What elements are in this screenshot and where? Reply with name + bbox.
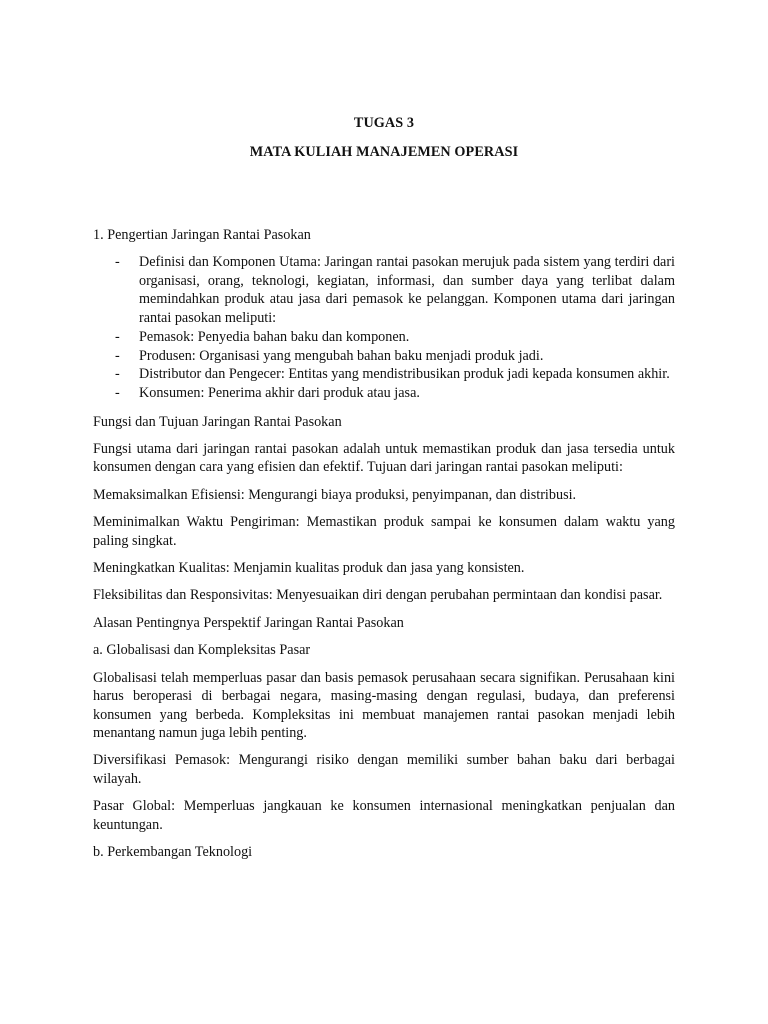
subheading-functions: Fungsi dan Tujuan Jaringan Rantai Pasokan — [93, 413, 342, 430]
document-subtitle: MATA KULIAH MANAJEMEN OPERASI — [249, 144, 519, 160]
list-item — [93, 365, 675, 384]
paragraph: Fleksibilitas dan Responsivitas: Menyesuaikan diri dengan perubahan permintaan dan kondisi pasar. — [93, 587, 663, 604]
list-item — [93, 384, 675, 403]
document-body — [93, 226, 675, 870]
dash-bullet: - — [115, 254, 120, 270]
paragraph: Meningkatkan Kualitas: Menjamin kualitas produk dan jasa yang konsisten. — [93, 560, 525, 577]
list-item-text: Pemasok: Penyedia bahan baku dan komponen. — [139, 328, 410, 345]
list-item — [93, 347, 675, 366]
dash-bullet: - — [115, 347, 120, 364]
list-item-text: Distributor dan Pengecer: Entitas yang mendistribusikan produk jadi kepada konsumen akhir. — [139, 366, 670, 383]
paragraph: Globalisasi telah memperluas pasar dan basis pemasok perusahaan secara signifikan. Perusahaan kini harus beroperasi di berbagai negara, masing-masing dengan regulasi, budaya, dan preferensi konsumen yang berbeda. Kompleksitas ini membuat manajemen rantai pasokan menjadi lebih menantang namun juga lebih penting. — [93, 669, 675, 741]
section-heading: 1. Pengertian Jaringan Rantai Pasokan — [93, 227, 311, 243]
paragraph: Diversifikasi Pemasok: Mengurangi risiko dengan memiliki sumber bahan baku dari berbagai wilayah. — [93, 752, 675, 787]
list-item-text: Konsumen: Penerima akhir dari produk atau jasa. — [139, 384, 420, 401]
subheading-globalization: a. Globalisasi dan Kompleksitas Pasar — [93, 642, 311, 659]
subheading-technology: b. Perkembangan Teknologi — [93, 843, 253, 860]
dash-bullet: - — [115, 384, 120, 401]
list-item-text: Produsen: Organisasi yang mengubah bahan baku menjadi produk jadi. — [139, 347, 544, 364]
dash-bullet: - — [115, 328, 120, 345]
list-item — [93, 253, 675, 328]
list-item — [93, 328, 675, 347]
paragraph: Pasar Global: Memperluas jangkauan ke konsumen internasional meningkatkan penjualan dan keuntungan. — [93, 798, 675, 833]
paragraph: Fungsi utama dari jaringan rantai pasokan adalah untuk memastikan produk dan jasa tersedia untuk konsumen dengan cara yang efisien dan efektif. Tujuan dari jaringan rantai pasokan meliputi: — [93, 441, 675, 476]
document-title: TUGAS 3 — [353, 115, 415, 131]
paragraph: Meminimalkan Waktu Pengiriman: Memastikan produk sampai ke konsumen dalam waktu yang paling singkat. — [93, 514, 675, 549]
dash-bullet: - — [115, 366, 120, 383]
list-item-text: Definisi dan Komponen Utama: Jaringan rantai pasokan merujuk pada sistem yang terdiri dari organisasi, orang, teknologi, kegiatan, informasi, dan sumber daya yang terlibat dalam memindahkan produk atau jasa dari pemasok ke pelanggan. Komponen utama dari jaringan rantai pasokan meliputi: — [139, 254, 675, 327]
subheading-importance: Alasan Pentingnya Perspektif Jaringan Rantai Pasokan — [93, 614, 404, 631]
paragraph: Memaksimalkan Efisiensi: Mengurangi biaya produksi, penyimpanan, dan distribusi. — [93, 486, 577, 503]
component-list — [93, 253, 675, 403]
